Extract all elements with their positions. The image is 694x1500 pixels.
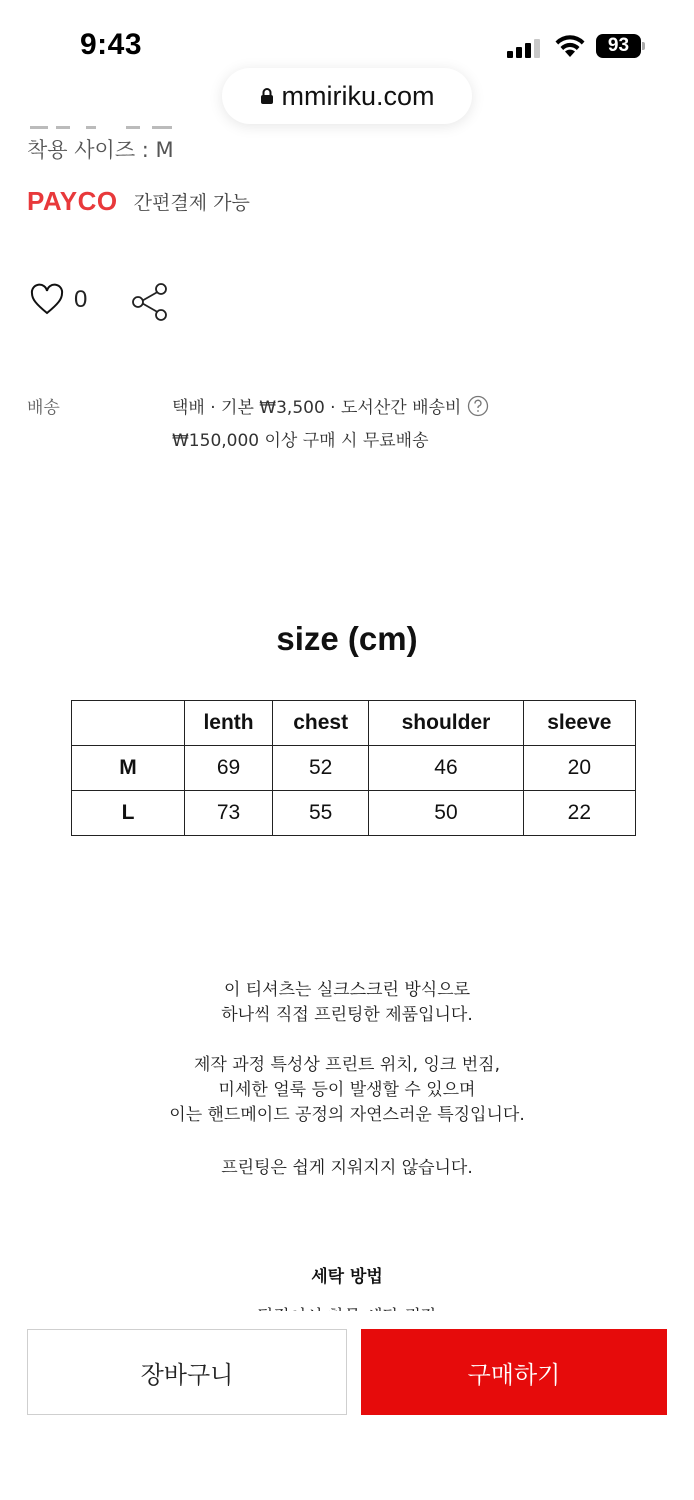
table-cell: 20 <box>523 746 635 791</box>
row-size-label: M <box>72 746 185 791</box>
size-table <box>71 700 636 836</box>
size-chart-title: size (cm) <box>276 620 418 657</box>
header-cell: lenth <box>185 701 273 746</box>
clipped-text-line <box>30 118 180 130</box>
url-text: mmiriku.com <box>281 80 435 111</box>
like-row <box>30 284 87 316</box>
table-cell: 50 <box>369 791 523 836</box>
help-icon[interactable] <box>467 395 489 417</box>
heart-icon[interactable] <box>30 284 64 316</box>
payco-text: 간편결제 가능 <box>133 192 250 214</box>
description-line: 이는 핸드메이드 공정의 자연스러운 특징입니다. <box>169 1105 525 1125</box>
battery-icon <box>596 34 646 58</box>
payco-row <box>27 186 250 217</box>
table-row <box>72 791 636 836</box>
table-cell: 69 <box>185 746 273 791</box>
shipping-fee-text: 택배 · 기본 ₩3,500 · 도서산간 배송비 <box>172 398 462 418</box>
address-bar[interactable] <box>222 68 472 124</box>
cellular-signal-icon <box>507 38 543 58</box>
description-line: 이 티셔츠는 실크스크린 방식으로 <box>223 980 471 1000</box>
description-line: 제작 과정 특성상 프린트 위치, 잉크 번짐, <box>194 1055 500 1075</box>
description-line: 프린팅은 쉽게 지워지지 않습니다. <box>221 1158 473 1178</box>
washing-text-cut <box>0 1296 694 1310</box>
table-cell: 46 <box>369 746 523 791</box>
buy-button[interactable]: 구매하기 <box>361 1329 667 1415</box>
shipping-label: 배송 <box>27 398 60 418</box>
table-row <box>72 746 636 791</box>
row-size-label: L <box>72 791 185 836</box>
header-cell: chest <box>273 701 369 746</box>
free-shipping-text: ₩150,000 이상 구매 시 무료배송 <box>172 431 429 451</box>
share-icon[interactable] <box>130 282 172 322</box>
lock-icon <box>260 87 274 105</box>
description-paragraph <box>0 1156 694 1181</box>
table-cell: 52 <box>273 746 369 791</box>
status-time: 9:43 <box>80 28 143 61</box>
header-cell: sleeve <box>523 701 635 746</box>
like-count: 0 <box>74 286 88 313</box>
table-header-row <box>72 701 636 746</box>
description-paragraph <box>0 978 694 1028</box>
description-paragraph <box>0 1053 694 1128</box>
table-cell: 55 <box>273 791 369 836</box>
payco-logo: PAYCO <box>27 186 118 216</box>
wifi-icon <box>554 33 586 59</box>
worn-size-text: 착용 사이즈 : M <box>27 138 174 162</box>
description-line: 하나씩 직접 프린팅한 제품입니다. <box>221 1005 473 1025</box>
description-line: 미세한 얼룩 등이 발생할 수 있으며 <box>218 1080 476 1100</box>
washing-title: 세탁 방법 <box>311 1267 383 1287</box>
table-cell: 22 <box>523 791 635 836</box>
header-cell <box>72 701 185 746</box>
battery-level: 93 <box>596 34 641 58</box>
header-cell: shoulder <box>369 701 523 746</box>
bottom-action-bar <box>0 1311 694 1500</box>
shipping-info <box>172 393 489 418</box>
table-cell: 73 <box>185 791 273 836</box>
cart-button[interactable]: 장바구니 <box>27 1329 347 1415</box>
